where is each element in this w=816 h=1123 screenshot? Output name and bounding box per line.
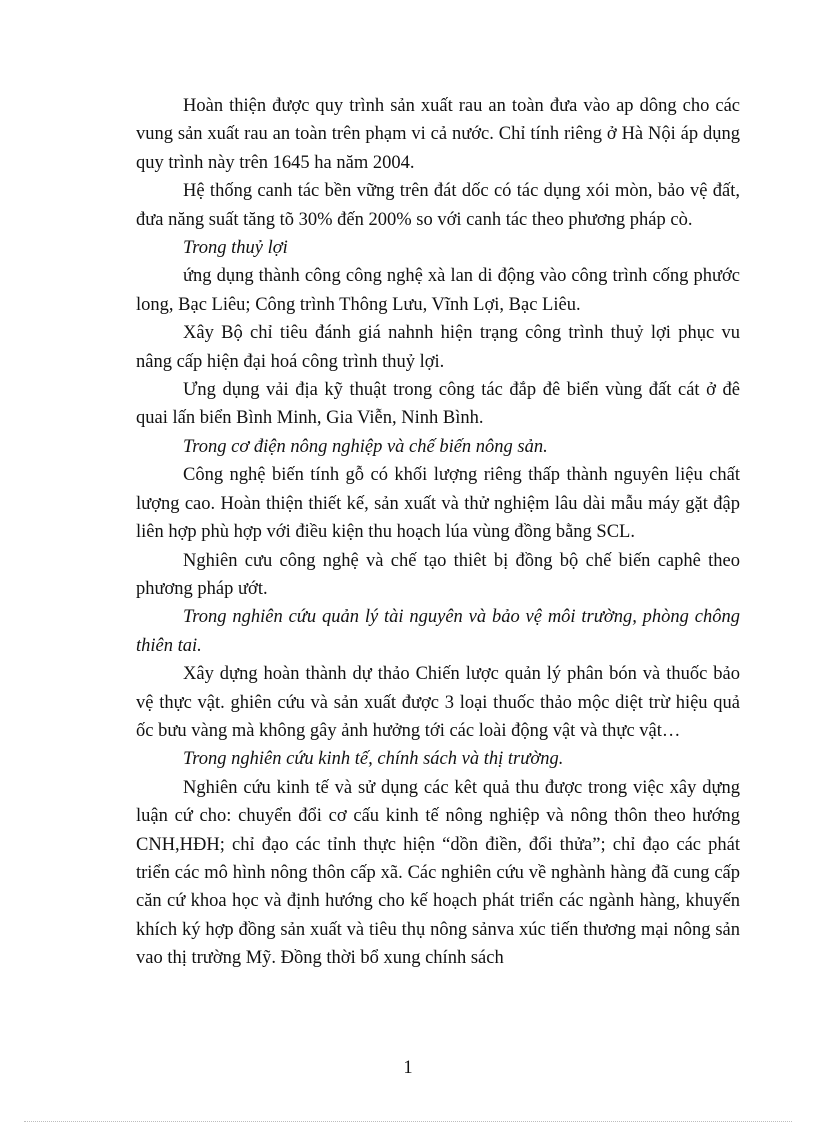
- page-number: 1: [403, 1058, 413, 1078]
- paragraph-safe-vegetables: Hoàn thiện được quy trình sản xuất rau an toàn đưa vào ap dông cho các vung sản xuất rau an toàn trên phạm vi cả nước. Chỉ tính riêng ở Hà Nội áp dụng quy trình này trên 1645 ha năm 2004.: [136, 96, 740, 173]
- paragraph-economic-research: Nghiên cứu kinh tế và sử dụng các kêt quả thu được trong việc xây dựng luận cứ cho: chuyển đổi cơ cấu kinh tế nông nghiệp và nông thôn theo hướng CNH,HĐH; chỉ đạo các tỉnh thực hiện “dồn điền, đổi thửa”; chỉ đạo các phát triển các mô hình nông thôn cấp xã. Các nghiên cứu về nghành hàng đã cung cấp căn cứ khoa học và định hướng cho kế hoạch phát triển các ngành hàng, khuyến khích ký hợp đồng sản xuất và tiêu thụ nông sảnva xúc tiến thương mại nông sản vao thị trường Mỹ. Đồng thời bổ xung chính sách: [136, 777, 740, 969]
- heading-economics-policy: Trong nghiên cứu kinh tế, chính sách và thị trường.: [183, 749, 564, 770]
- paragraph-wood-modification: Công nghệ biến tính gỗ có khối lượng riêng thấp thành nguyên liệu chất lượng cao. Hoàn thiện thiết kế, sản xuất và thử nghiệm lâu dài mẫu máy gặt đập liên hợp phù hợp với điều kiện thu hoạch lúa vùng đồng bằng SCL.: [136, 465, 740, 543]
- paragraph-mobile-barge: ứng dụng thành công công nghệ xà lan di động vào công trình cống phước long, Bạc Liêu; Công trình Thông Lưu, Vĩnh Lợi, Bạc Liêu.: [136, 266, 740, 315]
- page-body: [136, 92, 740, 973]
- heading-agri-mechanics: Trong cơ điện nông nghiệp và chế biến nông sản.: [183, 436, 548, 457]
- page-bottom-divider: [24, 1121, 792, 1122]
- heading-resources-environment: Trong nghiên cứu quản lý tài nguyên và bảo vệ môi trường, phòng chông thiên tai.: [136, 607, 740, 656]
- paragraph-irrigation-criteria: Xây Bộ chỉ tiêu đánh giá nahnh hiện trạng công trình thuỷ lợi phục vu nâng cấp hiện đại hoá công trình thuỷ lợi.: [136, 323, 740, 372]
- paragraph-coffee-processing: Nghiên cưu công nghệ và chế tạo thiêt bị đồng bộ chế biến caphê theo phương pháp ướt.: [136, 550, 740, 599]
- paragraph-sustainable-farming: Hệ thống canh tác bền vững trên đát dốc có tác dụng xói mòn, bảo vệ đất, đưa năng suất tăng tõ 30% đến 200% so với canh tác theo phương pháp cò.: [136, 181, 740, 230]
- paragraph-fertilizer-strategy: Xây dựng hoàn thành dự thảo Chiến lược quản lý phân bón và thuốc bảo vệ thực vật. ghiên cứu và sản xuất được 3 loại thuốc thảo mộc diệt trừ hiệu quả ốc bưu vàng mà không gây ảnh hưởng tới các loài động vật và thực vật…: [136, 664, 740, 741]
- heading-irrigation: Trong thuỷ lợi: [183, 238, 288, 259]
- paragraph-geotextile: Ưng dụng vải địa kỹ thuật trong công tác đắp đê biển vùng đất cát ở đê quai lấn biển Bình Minh, Gia Viễn, Ninh Bình.: [136, 380, 740, 429]
